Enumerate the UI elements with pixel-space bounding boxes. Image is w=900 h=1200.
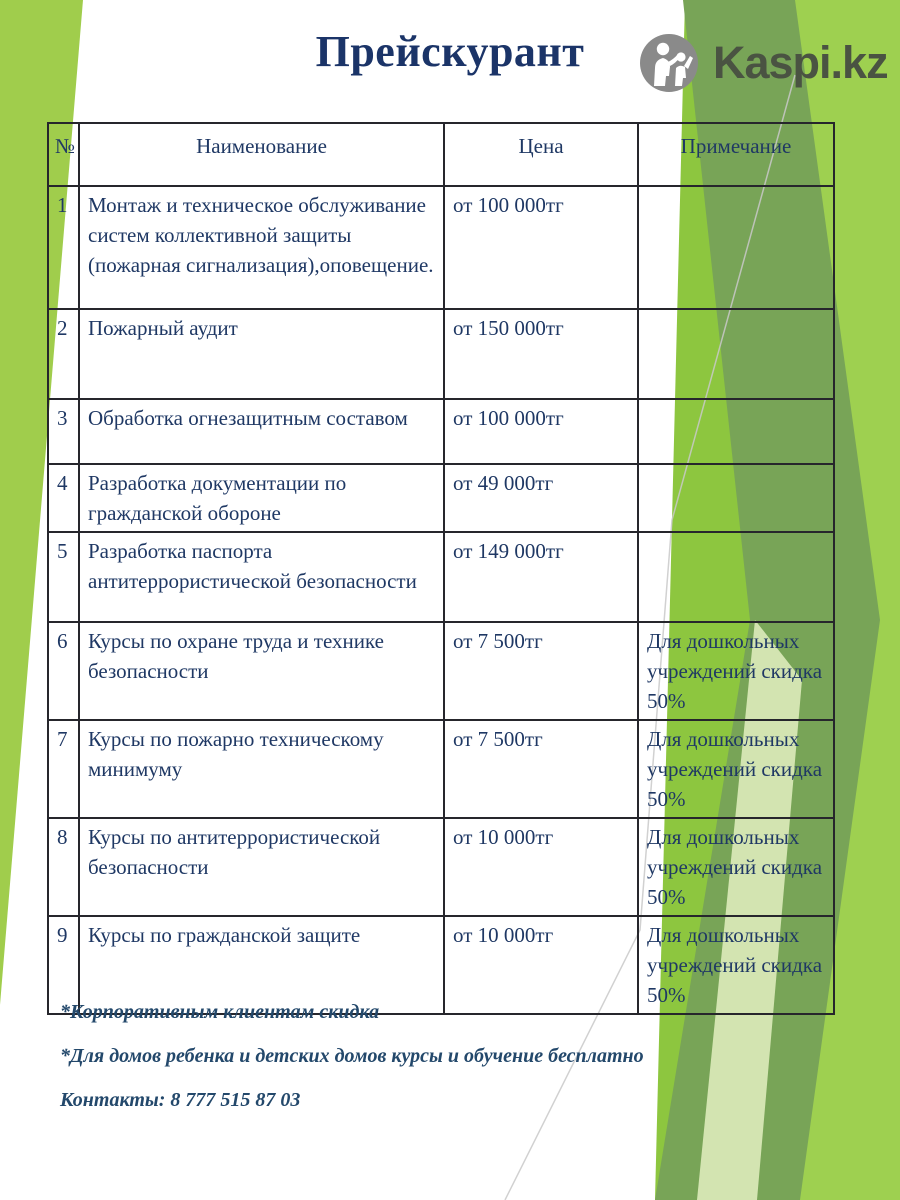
row-name: Пожарный аудит [79,309,444,399]
row-note [638,309,834,399]
row-price: от 7 500тг [444,622,638,720]
row-price: от 49 000тг [444,464,638,532]
header-num: № [48,123,79,186]
row-price: от 10 000тг [444,916,638,1014]
kaspi-logo [638,32,888,94]
table-row [48,186,834,309]
row-price: от 150 000тг [444,309,638,399]
table-row [48,818,834,916]
table-row [48,720,834,818]
row-price: от 100 000тг [444,186,638,309]
row-name: Курсы по охране труда и технике безопасности [79,622,444,720]
row-price: от 100 000тг [444,399,638,464]
footnote-orphanages: *Для домов ребенка и детских домов курсы и обучение бесплатно [60,1045,644,1067]
row-num: 2 [48,309,79,399]
row-num: 3 [48,399,79,464]
row-num: 7 [48,720,79,818]
table-row [48,916,834,1014]
header-price: Цена [444,123,638,186]
row-price: от 149 000тг [444,532,638,622]
table-row [48,622,834,720]
row-note [638,532,834,622]
table-row [48,399,834,464]
header-note: Примечание [638,123,834,186]
table-row [48,309,834,399]
row-name: Курсы по антитеррористической безопасности [79,818,444,916]
row-note: Для дошкольных учреждений скидка 50% [638,622,834,720]
row-note: Для дошкольных учреждений скидка 50% [638,720,834,818]
row-num: 6 [48,622,79,720]
price-table [47,122,835,1015]
row-name: Курсы по пожарно техническому минимуму [79,720,444,818]
row-name: Монтаж и техническое обслуживание систем коллективной защиты (пожарная сигнализация),оповещение. [79,186,444,309]
row-num: 9 [48,916,79,1014]
kaspi-person-icon [638,32,700,94]
row-price: от 7 500тг [444,720,638,818]
row-note: Для дошкольных учреждений скидка 50% [638,818,834,916]
row-name: Разработка документации по гражданской обороне [79,464,444,532]
row-num: 5 [48,532,79,622]
footnote-contacts: Контакты: 8 777 515 87 03 [60,1089,301,1111]
kaspi-logo-text: Kaspi.kz [713,37,888,88]
table-row [48,464,834,532]
row-num: 1 [48,186,79,309]
row-name: Курсы по гражданской защите [79,916,444,1014]
table-header-row [48,123,834,186]
row-name: Обработка огнезащитным составом [79,399,444,464]
header-name: Наименование [79,123,444,186]
row-note [638,464,834,532]
row-num: 8 [48,818,79,916]
footnotes [60,1001,644,1133]
page-title: Прейскурант [315,27,585,76]
row-price: от 10 000тг [444,818,638,916]
footnote-corporate: *Корпоративным клиентам скидка [60,1001,380,1023]
table-row [48,532,834,622]
row-name: Разработка паспорта антитеррористической безопасности [79,532,444,622]
row-note [638,186,834,309]
row-num: 4 [48,464,79,532]
row-note: Для дошкольных учреждений скидка 50% [638,916,834,1014]
row-note [638,399,834,464]
